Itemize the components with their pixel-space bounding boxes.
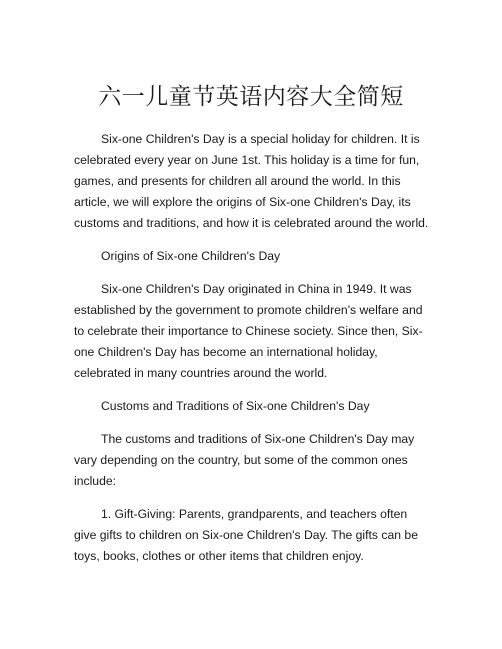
section-heading-origins: Origins of Six-one Children's Day (101, 249, 281, 263)
document-title: 六一儿童节英语内容大全简短 (98, 84, 404, 110)
section-heading-customs: Customs and Traditions of Six-one Children's Day (101, 399, 370, 413)
list-item-gift-giving: 1. Gift-Giving: Parents, grandparents, and teachers often give gifts to children on Six-one Children's Day. The gifts can be toys, books, clothes or other items that children enjoy. (74, 507, 418, 563)
origins-paragraph: Six-one Children's Day originated in China in 1949. It was established by the government to promote children's welfare and to celebrate their importance to Chinese society. Since then, Six-one Children's Day has become an international holiday, celebrated in many countries around the world. (74, 282, 423, 380)
customs-intro-paragraph: The customs and traditions of Six-one Children's Day may vary depending on the country, but some of the common ones include: (74, 432, 415, 488)
intro-paragraph: Six-one Children's Day is a special holiday for children. It is celebrated every year on June 1st. This holiday is a time for fun, games, and presents for children all around the world. In this article, we will explore the origins of Six-one Children's Day, its customs and traditions, and how it is celebrated around the world. (74, 132, 429, 230)
document-body (74, 129, 430, 579)
